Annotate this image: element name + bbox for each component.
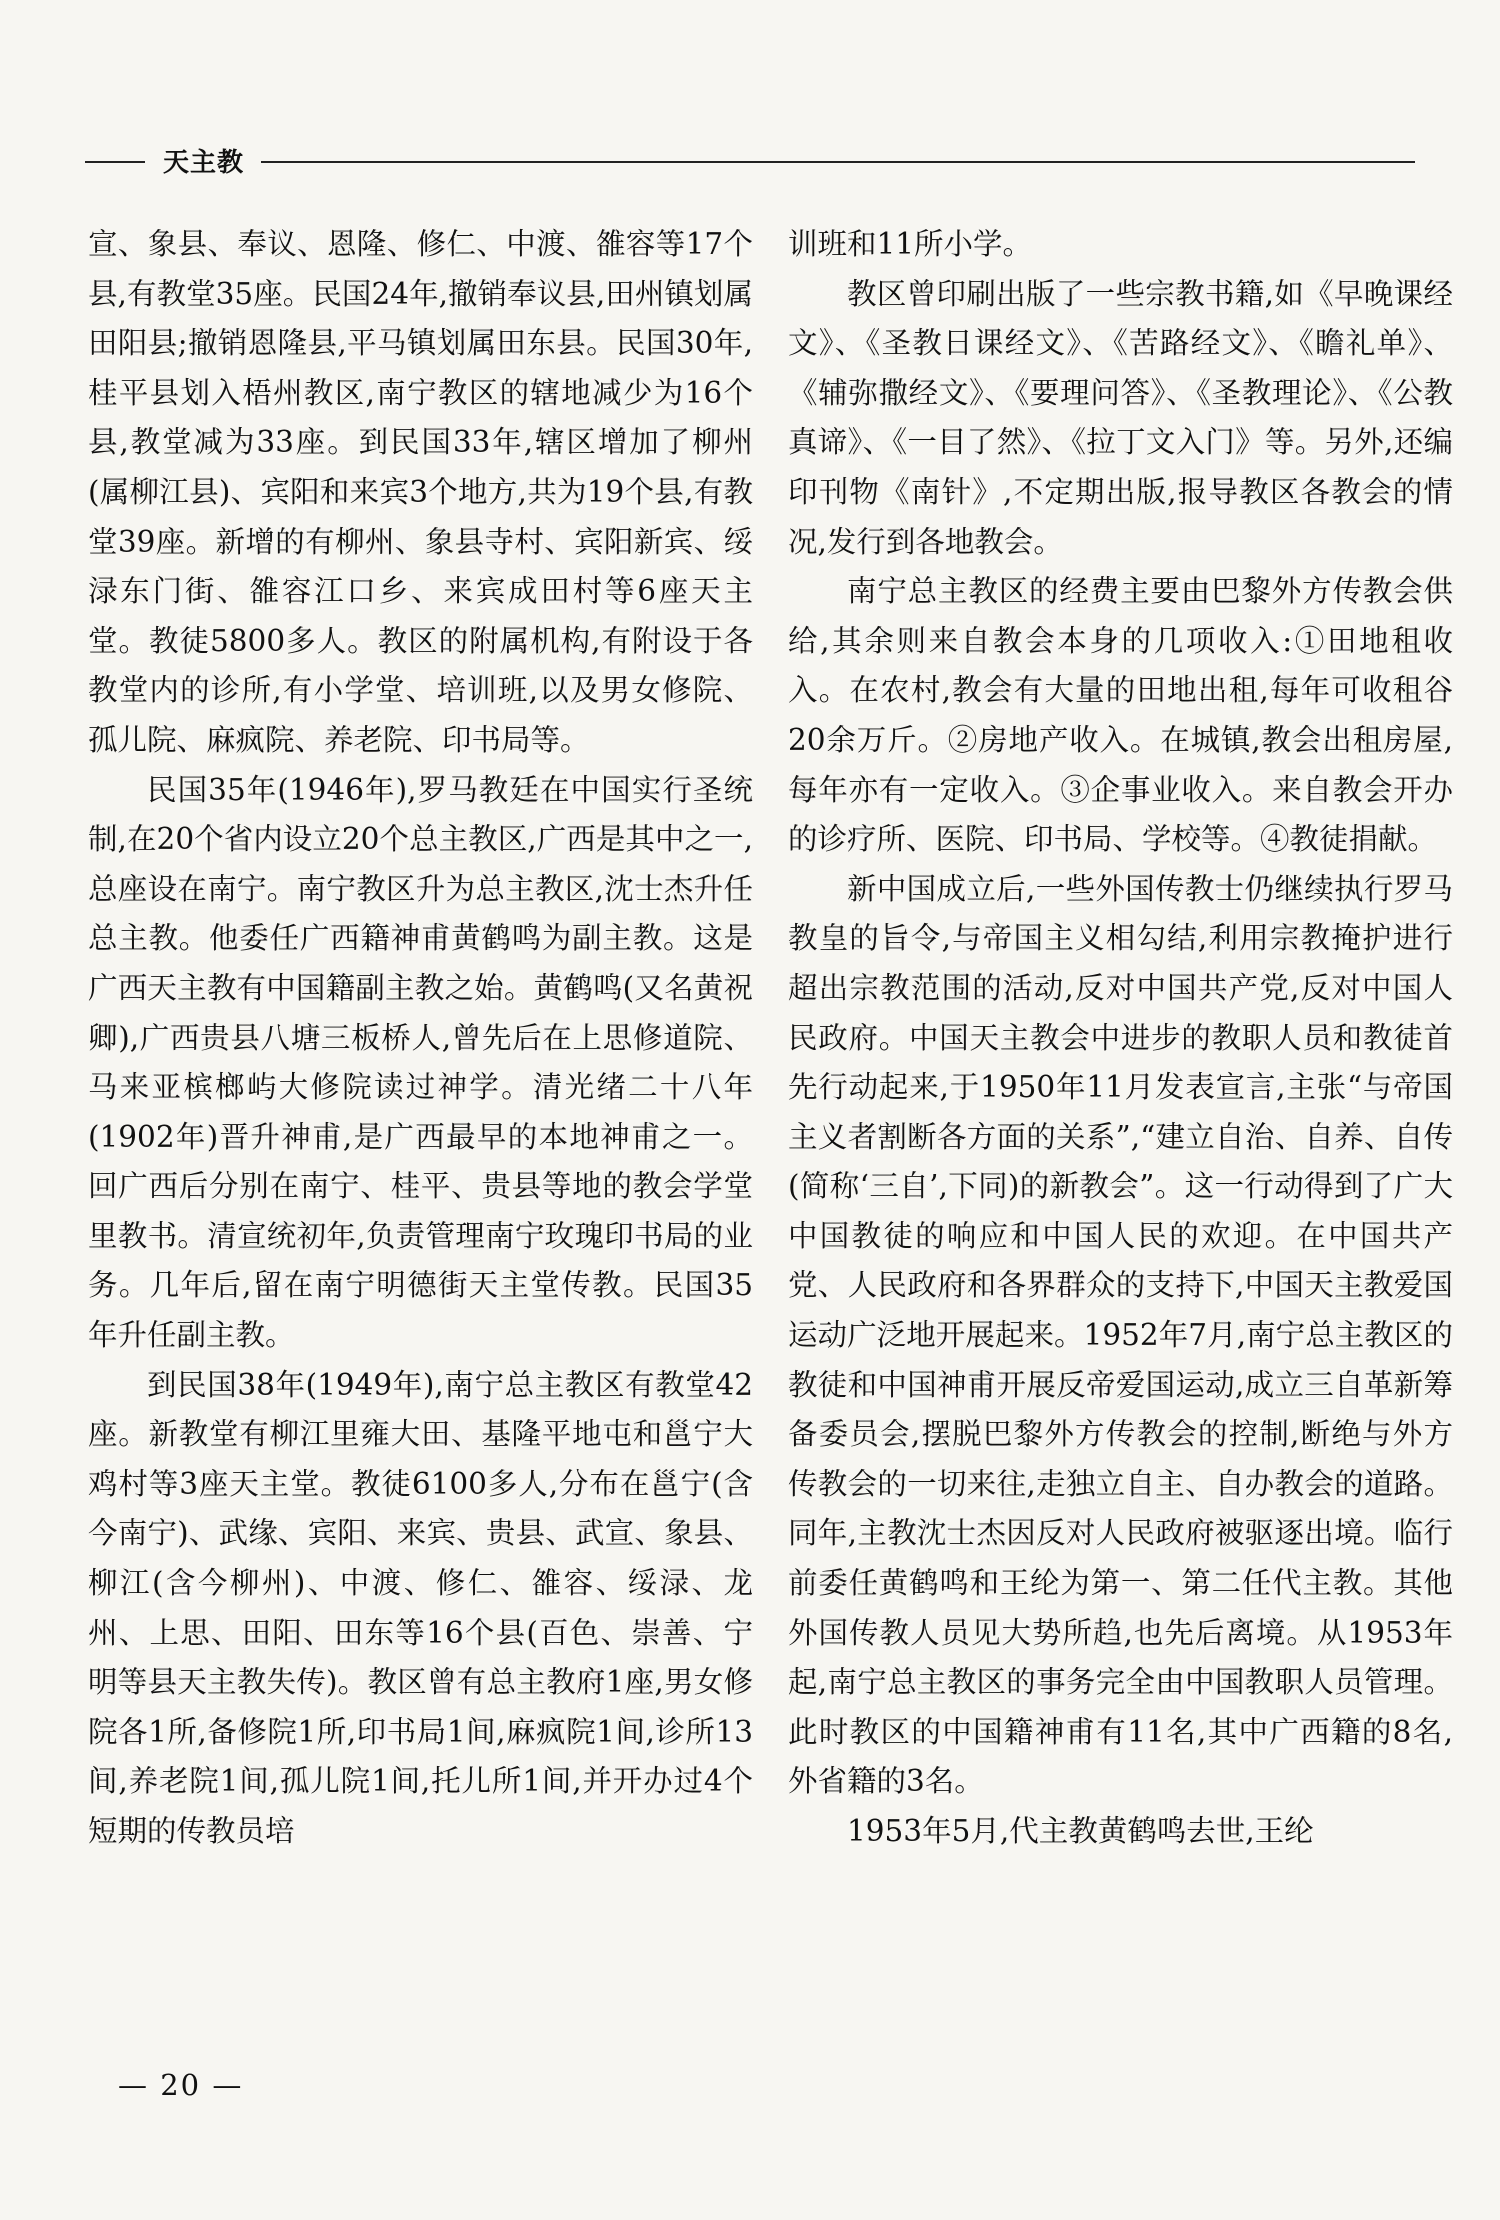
paragraph: 南宁总主教区的经费主要由巴黎外方传教会供给,其余则来自教会本身的几项收入:①田地租收入。在农村,教会有大量的田地出租,每年可收租谷20余万斤。②房地产收入。在城镇,教会出租房屋,每年亦有一定收入。③企事业收入。来自教会开办的诊疗所、医院、印书局、学校等。④教徒捐献。	[788, 574, 1453, 857]
paragraph: 民国35年(1946年),罗马教廷在中国实行圣统制,在20个省内设立20个总主教区,广西是其中之一,总座设在南宁。南宁教区升为总主教区,沈士杰升任总主教。他委任广西籍神甫黄鹤鸣为副主教。这是广西天主教有中国籍副主教之始。黄鹤鸣(又名黄祝卿),广西贵县八塘三板桥人,曾先后在上思修道院、马来亚槟榔屿大修院读过神学。清光绪二十八年(1902年)晋升神甫,是广西最早的本地神甫之一。回广西后分别在南宁、桂平、贵县等地的教会学堂里教书。清宣统初年,负责管理南宁玫瑰印书局的业务。几年后,留在南宁明德街天主堂传教。民国35年升任副主教。	[88, 772, 753, 1353]
header-dash	[85, 161, 145, 163]
header-title: 天主教	[163, 148, 245, 178]
right-column	[788, 220, 1453, 1857]
paragraph: 新中国成立后,一些外国传教士仍继续执行罗马教皇的旨令,与帝国主义相勾结,利用宗教掩护进行超出宗教范围的活动,反对中国共产党,反对中国人民政府。中国天主教会中进步的教职人员和教徒首先行动起来,于1950年11月发表宣言,主张“与帝国主义者割断各方面的关系”,“建立自治、自养、自传(简称‘三自’,下同)的新教会”。这一行动得到了广大中国教徒的响应和中国人民的欢迎。在中国共产党、人民政府和各界群众的支持下,中国天主教爱国运动广泛地开展起来。1952年7月,南宁总主教区的教徒和中国神甫开展反帝爱国运动,成立三自革新筹备委员会,摆脱巴黎外方传教会的控制,断绝与外方传教会的一切来往,走独立自主、自办教会的道路。同年,主教沈士杰因反对人民政府被驱逐出境。临行前委任黄鹤鸣和王纶为第一、第二任代主教。其他外国传教人员见大势所趋,也先后离境。从1953年起,南宁总主教区的事务完全由中国教职人员管理。此时教区的中国籍神甫有11名,其中广西籍的8名,外省籍的3名。	[788, 871, 1453, 1799]
paragraph: 训班和11所小学。	[788, 227, 1033, 261]
paragraph: 到民国38年(1949年),南宁总主教区有教堂42座。新教堂有柳江里雍大田、基隆平地屯和邕宁大鸡村等3座天主堂。教徒6100多人,分布在邕宁(含今南宁)、武缘、宾阳、来宾、贵县、武宣、象县、柳江(含今柳州)、中渡、修仁、雒容、绥渌、龙州、上思、田阳、田东等16个县(百色、崇善、宁明等县天主教失传)。教区曾有总主教府1座,男女修院各1所,备修院1所,印书局1间,麻疯院1间,诊所13间,养老院1间,孤儿院1间,托儿所1间,并开办过4个短期的传教员培	[88, 1367, 753, 1848]
running-header	[85, 142, 1415, 182]
paragraph: 宣、象县、奉议、恩隆、修仁、中渡、雒容等17个县,有教堂35座。民国24年,撤销奉议县,田州镇划属田阳县;撤销恩隆县,平马镇划属田东县。民国30年,桂平县划入梧州教区,南宁教区的辖地减少为16个县,教堂减为33座。到民国33年,辖区增加了柳州(属柳江县)、宾阳和来宾3个地方,共为19个县,有教堂39座。新增的有柳州、象县寺村、宾阳新宾、绥渌东门街、雒容江口乡、来宾成田村等6座天主堂。教徒5800多人。教区的附属机构,有附设于各教堂内的诊所,有小学堂、培训班,以及男女修院、孤儿院、麻疯院、养老院、印书局等。	[88, 227, 753, 757]
page-number: — 20 —	[118, 2068, 244, 2102]
left-column	[88, 220, 753, 1857]
paragraph: 1953年5月,代主教黄鹤鸣去世,王纶	[847, 1814, 1314, 1848]
paragraph: 教区曾印刷出版了一些宗教书籍,如《早晚课经文》、《圣教日课经文》、《苦路经文》、《瞻礼单》、《辅弥撒经文》、《要理问答》、《圣教理论》、《公教真谛》、《一目了然》、《拉丁文入门》等。另外,还编印刊物《南针》,不定期出版,报导教区各教会的情况,发行到各地教会。	[788, 276, 1453, 559]
header-rule	[261, 161, 1415, 163]
